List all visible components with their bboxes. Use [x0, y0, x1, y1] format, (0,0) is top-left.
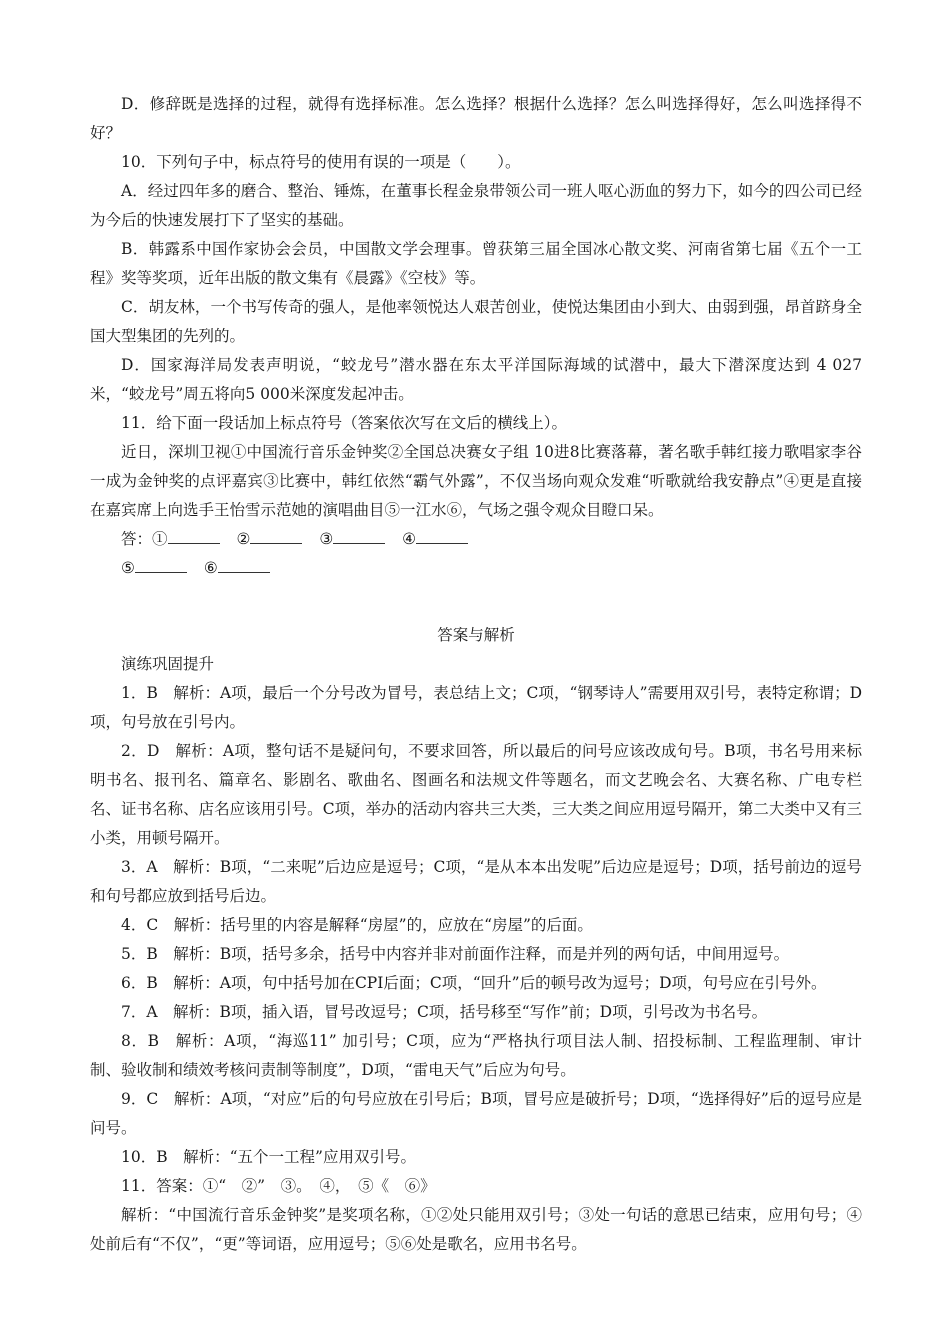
answer-item-6: 6．B 解析：A项，句中括号加在CPI后面；C项，“回升”后的顿号改为逗号；D项，句号应在引号外。	[121, 974, 827, 992]
answer-item-3: 3．A 解析：B项，“二来呢”后边应是逗号；C项，“是从本本出发呢”后边应是逗号；D项，括号前边的逗号和句号都应放到括号后边。	[90, 858, 862, 905]
answer-label: 答：	[121, 530, 153, 548]
answer-blank-5[interactable]	[135, 558, 187, 573]
answer-item-1: 1．B 解析：A项，最后一个分号改为冒号，表总结上文；C项，“钢琴诗人”需要用双引号，表特定称谓；D项，句号放在引号内。	[90, 684, 862, 731]
q11-answer-row-1	[90, 525, 862, 554]
q10-option-c: C．胡友林，一个书写传奇的强人，是他率领悦达人艰苦创业，使悦达集团由小到大、由弱到强，昂首跻身全国大型集团的先列的。	[90, 298, 862, 345]
answer-blank-3[interactable]	[333, 529, 385, 544]
mark-2: ②	[236, 530, 251, 548]
mark-6: ⑥	[203, 559, 218, 577]
answer-item-9: 9．C 解析：A项，“对应”后的句号应放在引号后；B项，冒号应是破折号；D项，“选择得好”后的逗号应是问号。	[90, 1090, 862, 1137]
document-page	[90, 90, 862, 1259]
answer-item-4: 4．C 解析：括号里的内容是解释“房屋”的，应放在“房屋”的后面。	[121, 916, 593, 934]
answer-item-7: 7．A 解析：B项，插入语，冒号改逗号；C项，括号移至“写作”前；D项，引号改为书名号。	[121, 1003, 768, 1021]
answers-section: 演练巩固提升	[121, 655, 215, 673]
answer-blank-6[interactable]	[218, 558, 270, 573]
mark-5: ⑤	[121, 559, 135, 577]
answer-item-5: 5．B 解析：B项，括号多余，括号中内容并非对前面作注释，而是并列的两句话，中间用逗号。	[121, 945, 790, 963]
mark-1: ①	[152, 530, 168, 548]
answer-blank-2[interactable]	[250, 529, 302, 544]
answer-item-11-explanation: 解析：“中国流行音乐金钟奖”是奖项名称，①②处只能用双引号；③处一句话的意思已结束，应用句号；④处前后有“不仅”，“更”等词语，应用逗号；⑤⑥处是歌名，应用书名号。	[90, 1206, 862, 1253]
mark-4: ④	[402, 530, 417, 548]
q10-stem: 10．下列句子中，标点符号的使用有误的一项是（ ）。	[121, 153, 521, 171]
answer-item-2: 2．D 解析：A项，整句话不是疑问句，不要求回答，所以最后的问号应该改成句号。B项，书名号用来标明书名、报刊名、篇章名、影剧名、歌曲名、图画名和法规文件等题名，而文艺晚会名、大赛名称、广电专栏名、证书名称、店名应该用引号。C项，举办的活动内容共三大类，三大类之间应用逗号隔开，第二大类中又有三小类，用顿号隔开。	[90, 742, 862, 847]
q11-stem: 11．给下面一段话加上标点符号（答案依次写在文后的横线上）。	[121, 414, 567, 432]
q10-option-b: B．韩露系中国作家协会会员，中国散文学会理事。曾获第三届全国冰心散文奖、河南省第七届《五个一工程》奖等奖项，近年出版的散文集有《晨露》《空枝》等。	[90, 240, 862, 287]
q11-passage: 近日，深圳卫视①中国流行音乐金钟奖②全国总决赛女子组 10进8比赛落幕，著名歌手韩红接力歌唱家李谷一成为金钟奖的点评嘉宾③比赛中，韩红依然“霸气外露”，不仅当场向观众发难“听歌就给我安静点”④更是直接在嘉宾席上向选手王怡雪示范她的演唱曲目⑤一江水⑥，气场之强令观众目瞪口呆。	[90, 443, 862, 519]
answer-item-10: 10．B 解析：“五个一工程”应用双引号。	[121, 1148, 416, 1166]
answer-item-11: 11．答案：①“ ②” ③。 ④， ⑤《 ⑥》	[121, 1177, 436, 1195]
answers-title: 答案与解析	[437, 626, 515, 644]
q9-option-d: D．修辞既是选择的过程，就得有选择标准。怎么选择？根据什么选择？怎么叫选择得好，怎么叫选择得不好？	[90, 95, 862, 142]
q10-option-d: D．国家海洋局发表声明说，“蛟龙号”潜水器在东太平洋国际海域的试潜中，最大下潜深度达到 4 027米，“蛟龙号”周五将向5 000米深度发起冲击。	[90, 356, 862, 403]
q10-option-a: A．经过四年多的磨合、整治、锤炼，在董事长程金泉带领公司一班人呕心沥血的努力下，如今的四公司已经为今后的快速发展打下了坚实的基础。	[90, 182, 862, 229]
answer-item-8: 8．B 解析：A项，“海巡11” 加引号；C项，应为“严格执行项目法人制、招投标制、工程监理制、审计制、验收制和绩效考核问责制等制度”，D项，“雷电天气”后应为句号。	[90, 1032, 862, 1079]
answer-blank-4[interactable]	[416, 529, 468, 544]
answer-blank-1[interactable]	[168, 529, 220, 544]
q11-answer-row-2	[90, 554, 862, 583]
mark-3: ③	[319, 530, 334, 548]
